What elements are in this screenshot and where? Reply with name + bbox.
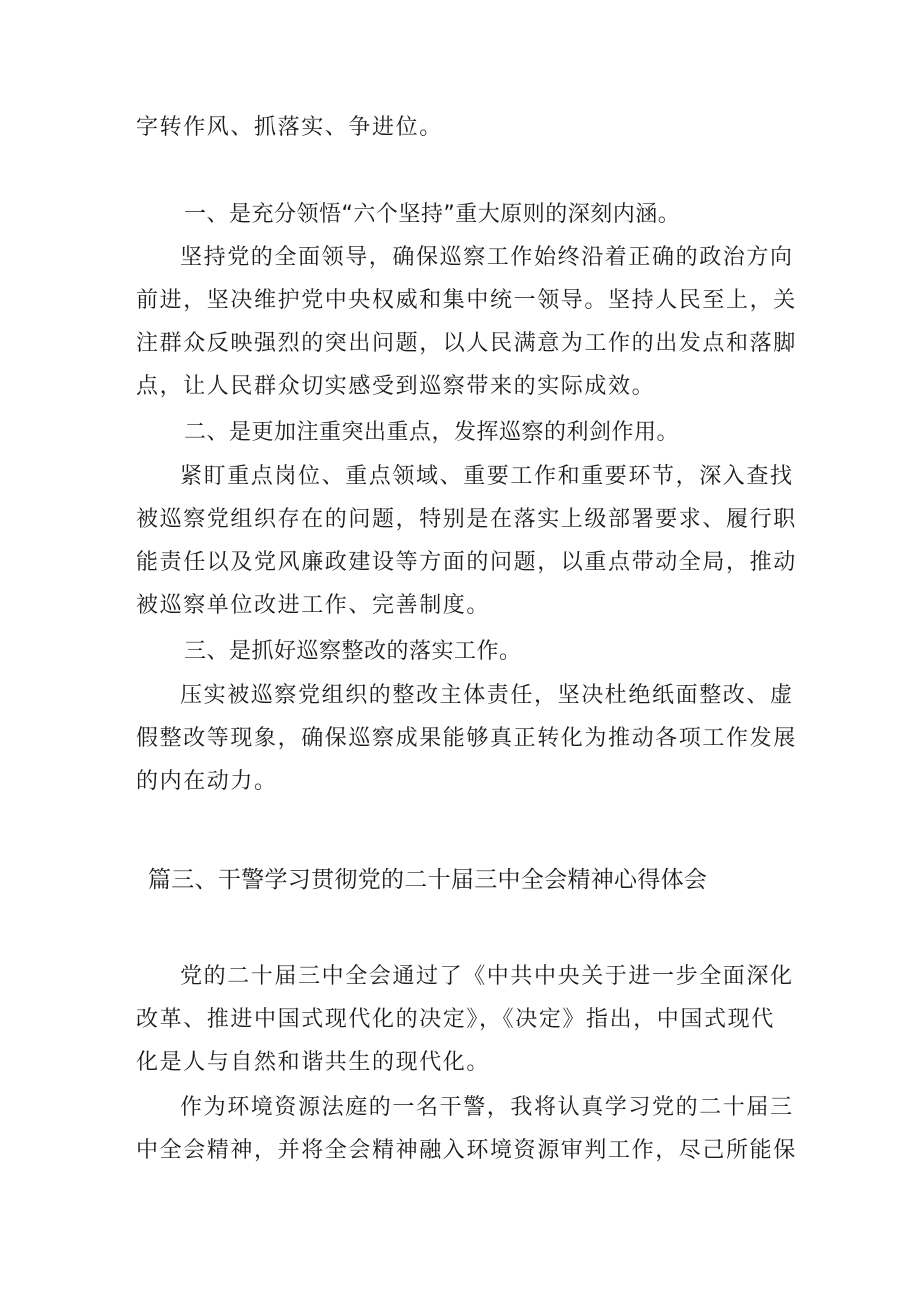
section-heading-3: 三、是抓好巡察整改的落实工作。	[184, 639, 522, 664]
paragraph-line: 党的二十届三中全会通过了《中共中央关于进一步全面深化	[180, 964, 794, 989]
paragraph-line: 中全会精神，并将全会精神融入环境资源审判工作，尽己所能保	[136, 1138, 797, 1163]
paragraph-line: 的内在动力。	[136, 769, 278, 794]
paragraph-line: 假整改等现象，确保巡察成果能够真正转化为推动各项工作发展	[136, 726, 797, 751]
paragraph-line: 改革、推进中国式现代化的决定》，《决定》指出，中国式现代	[136, 1007, 775, 1032]
chapter-title: 篇三、干警学习贯彻党的二十届三中全会精神心得体会	[148, 867, 708, 893]
paragraph-line: 被巡察党组织存在的问题，特别是在落实上级部署要求、履行职	[136, 507, 797, 532]
paragraph-line: 压实被巡察党组织的整改主体责任，坚决杜绝纸面整改、虚	[180, 683, 794, 708]
paragraph-line: 能责任以及党风廉政建设等方面的问题，以重点带动全局，推动	[136, 550, 797, 575]
section-heading-1: 一、是充分领悟“六个坚持”重大原则的深刻内涵。	[184, 202, 681, 227]
paragraph-line: 被巡察单位改进工作、完善制度。	[136, 593, 491, 618]
paragraph-line: 化是人与自然和谐共生的现代化。	[136, 1050, 491, 1075]
section-heading-2: 二、是更加注重突出重点，发挥巡察的利剑作用。	[184, 420, 680, 445]
paragraph-line: 点，让人民群众切实感受到巡察带来的实际成效。	[136, 374, 656, 399]
paragraph-line: 前进，坚决维护党中央权威和集中统一领导。坚持人民至上，关	[136, 288, 797, 313]
paragraph-line: 字转作风、抓落实、争进位。	[136, 115, 443, 140]
paragraph-line: 坚持党的全面领导，确保巡察工作始终沿着正确的政治方向	[180, 245, 794, 270]
paragraph-line: 紧盯重点岗位、重点领域、重要工作和重要环节，深入查找	[180, 464, 794, 489]
paragraph-line: 注群众反映强烈的突出问题，以人民满意为工作的出发点和落脚	[136, 331, 797, 356]
paragraph-line: 作为环境资源法庭的一名干警，我将认真学习党的二十届三	[180, 1095, 794, 1120]
